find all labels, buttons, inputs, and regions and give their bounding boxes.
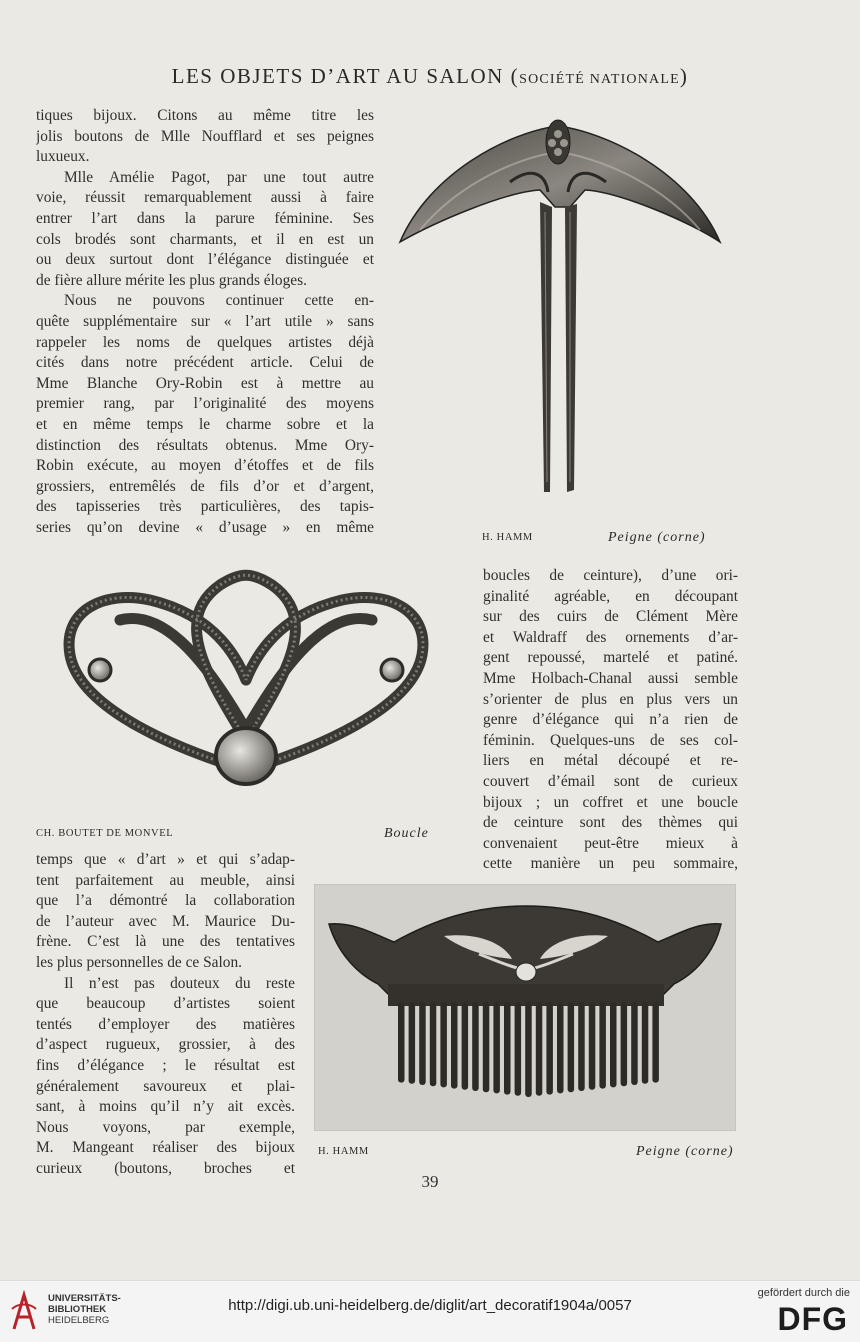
running-header: LES OBJETS D’ART AU SALON (SOCIÉTÉ NATIONALE): [171, 64, 689, 88]
comb-tooth: [504, 1002, 511, 1095]
text-line: Mme Blanche Ory-Robin est à mettre au: [36, 374, 374, 392]
text-line: premier rang, par l’originalité des moyens: [36, 395, 374, 413]
text-line: tiques bijoux. Citons au même titre les: [36, 107, 374, 124]
text-line: féminin. Quelques-uns de ses col-: [483, 731, 738, 749]
text-line: d’aspect rugueux, grossier, à des: [36, 1036, 295, 1054]
text-line: généralement savoureux et plai-: [36, 1077, 295, 1095]
text-line: distinction des résultats obtenus. Mme Ory-: [36, 436, 374, 454]
text-line: et Waldraff des ornements d’ar-: [483, 628, 738, 646]
caption-title-comb-top: Peigne (corne): [608, 530, 706, 545]
text-line: cette manière un peu sommaire,: [483, 855, 738, 873]
text-line: Mme Holbach-Chanal aussi semble: [483, 669, 738, 687]
text-line: et en même temps le charme sobre et la: [36, 415, 374, 433]
comb-tooth: [493, 1002, 500, 1093]
text-line: couvert d’émail sont de curieux: [483, 772, 738, 790]
text-line: liers en métal découpé et re-: [483, 752, 738, 770]
comb-tooth: [462, 1002, 469, 1090]
comb-tooth: [599, 1002, 606, 1089]
text-line: ginalité agréable, en découpant: [483, 587, 738, 605]
text-line: fins d’élégance ; le résultat est: [36, 1056, 295, 1074]
text-line: ou deux surtout dont l’élégance distinguée et: [36, 251, 374, 269]
text-line: tentés d’employer des matières: [36, 1015, 295, 1033]
text-line: sant, à moins qu’il n’y ait excès.: [36, 1098, 295, 1116]
comb-tooth: [589, 1002, 596, 1090]
text-line: quête supplémentaire sur « l’art utile » sans: [36, 312, 374, 330]
comb-tooth: [546, 1002, 553, 1095]
dfg-logo: DFG: [777, 1301, 848, 1337]
page-number: 39: [421, 1172, 439, 1191]
comb-tooth: [409, 1002, 416, 1084]
buckle-photo: [60, 560, 432, 820]
text-line: Robin exécute, au moyen d’étoffes et de fils: [36, 457, 374, 475]
comb-tooth: [536, 1002, 543, 1096]
text-line: tent parfaitement au meuble, ainsi: [36, 871, 295, 889]
comb-tooth: [440, 1002, 447, 1087]
text-column-right-mid: [483, 566, 738, 875]
text-line: luxueux.: [36, 148, 90, 166]
text-line: des tapisseries très particulières, des tapis-: [36, 498, 374, 516]
caption-title-comb-bottom: Peigne (corne): [636, 1144, 734, 1159]
comb-tooth: [419, 1002, 426, 1085]
text-line: les plus personnelles de ce Salon.: [36, 953, 243, 971]
text-line: grossiers, entremêlés de fils d’or et d’argent,: [36, 477, 374, 495]
text-line: de l’auteur avec M. Maurice Du-: [36, 912, 295, 930]
text-line: jolis boutons de Mlle Noufflard et ses peignes: [36, 127, 374, 145]
text-line: rappeler les noms de quelques artistes déjà: [36, 333, 374, 351]
text-column-left-top: [36, 106, 374, 538]
text-column-left-bottom: [36, 850, 295, 1180]
comb-tooth: [642, 1002, 649, 1084]
library-name: UNIVERSITÄTS- BIBLIOTHEK HEIDELBERG: [48, 1293, 121, 1326]
comb-tooth: [398, 1002, 405, 1083]
comb-tooth: [472, 1002, 479, 1091]
text-line: voie, réussit remarquablement aussi à faire: [36, 189, 374, 207]
comb-tooth: [610, 1002, 617, 1087]
caption-title-buckle: Boucle: [384, 826, 429, 841]
comb-tooth: [652, 1002, 659, 1083]
caption-artist-buckle: CH. BOUTET DE MONVEL: [36, 828, 174, 839]
comb-tooth: [568, 1002, 575, 1092]
comb-bottom-photo: [314, 884, 736, 1131]
comb-tooth: [525, 1002, 532, 1097]
comb-tooth: [578, 1002, 585, 1091]
comb-tooth: [515, 1002, 522, 1096]
comb-tooth: [621, 1002, 628, 1086]
text-line: cols brodés sont charmants, et il en est un: [36, 230, 374, 248]
text-line: genre d’élégance qui n’a rien de: [483, 711, 738, 729]
comb-top-photo: [390, 112, 735, 502]
text-line: gent repoussé, martelé et patiné.: [483, 649, 738, 667]
text-line: Nous voyons, par exemple,: [36, 1118, 295, 1136]
text-line: M. Mangeant réaliser des bijoux: [36, 1139, 295, 1157]
caption-artist-comb-top: H. HAMM: [482, 532, 533, 543]
comb-tooth: [557, 1002, 564, 1093]
comb-tooth: [631, 1002, 638, 1085]
text-line: cités dans notre précédent article. Celui de: [36, 354, 374, 372]
comb-tooth: [430, 1002, 437, 1086]
text-line: Il n’est pas douteux du reste: [64, 974, 295, 992]
viewer-footer: [0, 1280, 860, 1342]
text-line: Nous ne pouvons continuer cette en-: [64, 292, 374, 310]
text-line: temps que « d’art » et qui s’adap-: [36, 851, 295, 868]
text-line: que l’a démontré la collaboration: [36, 892, 295, 910]
text-line: bijoux ; un coffret et une boucle: [483, 793, 738, 811]
comb-tooth: [483, 1002, 490, 1092]
text-line: frène. C’est là une des tentatives: [36, 933, 295, 951]
text-line: de fière allure mérite les plus grands éloges.: [36, 271, 307, 289]
text-line: de ceinture sont des thèmes qui: [483, 814, 738, 832]
permalink-url[interactable]: http://digi.ub.uni-heidelberg.de/diglit/art_decoratif1904a/0057: [228, 1297, 632, 1314]
text-line: Mlle Amélie Pagot, par une tout autre: [64, 168, 374, 186]
text-line: que beaucoup d’artistes soient: [36, 995, 295, 1013]
sponsor-label: gefördert durch die: [757, 1287, 850, 1299]
text-line: curieux (boutons, broches et: [36, 1159, 295, 1177]
text-line: entrer l’art dans la parure féminine. Ses: [36, 209, 374, 227]
text-line: convenaient peut-être mieux à: [483, 834, 738, 852]
text-line: s’orienter de plus en plus vers un: [483, 690, 738, 708]
caption-artist-comb-bottom: H. HAMM: [318, 1146, 369, 1157]
text-line: boucles de ceinture), d’une ori-: [483, 567, 738, 584]
text-line: sur des cuirs de Clément Mère: [483, 608, 738, 626]
comb-tooth: [451, 1002, 458, 1089]
text-line: series qu’on devine « d’usage » en même: [36, 518, 374, 536]
